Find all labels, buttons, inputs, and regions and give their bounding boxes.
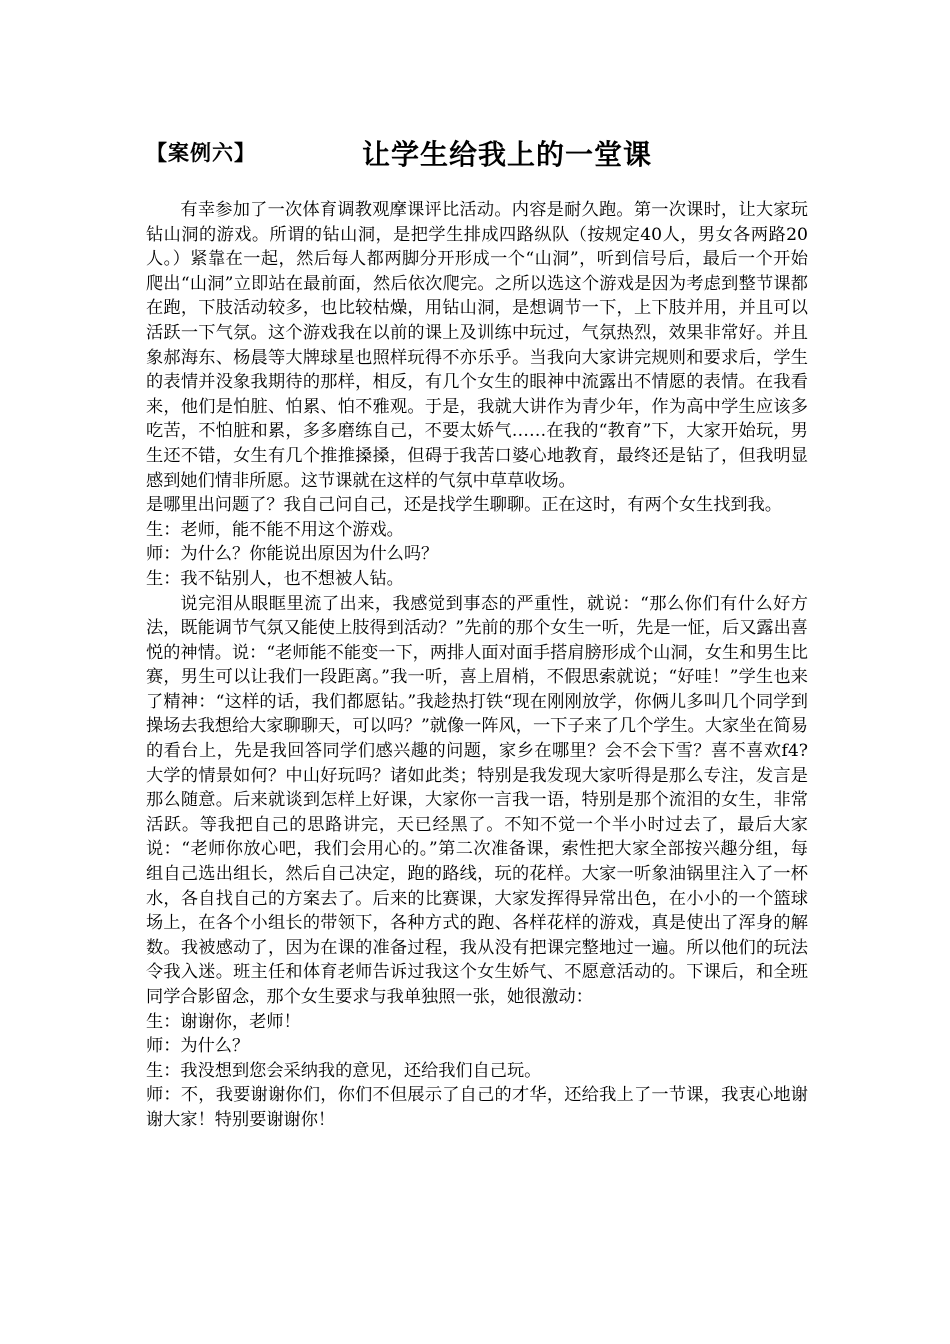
article-body [146,198,808,1133]
heading [146,133,806,173]
dialogue-line: 生：我没想到您会采纳我的意见，还给我们自己玩。 [146,1060,542,1081]
dialogue-line: 师：不，我要谢谢你们，你们不但展示了自己的才华，还给我上了一节课，我衷心地谢谢大家！特别要谢谢你！ [146,1085,808,1130]
dialogue-line: 师：为什么？ [146,1036,250,1057]
dialogue-line: 生：我不钻别人，也不想被人钻。 [146,568,404,589]
paragraph-story: 说完泪从眼眶里流了出来，我感觉到事态的严重性，就说：“那么你们有什么好方法，既能调节气氛又能使上肢得到活动？”先前的那个女生一听，先是一怔，后又露出喜悦的神情。说：“老师能不能变一下，两排人面对面手搭肩膀形成个山洞，女生和男生比赛，男生可以让我们一段距离。”我一听，喜上眉梢，不假思索就说；“好哇！”学生也来了精神：“这样的话，我们都愿钻。”我趁热打铁“现在刚刚放学，你俩儿多叫几个同学到操场去我想给大家聊聊天，可以吗？”就像一阵风，一下子来了几个学生。大家坐在简易的看台上，先是我回答同学们感兴趣的问题，家乡在哪里？会不会下雪？喜不喜欢f4?大学的情景如何？中山好玩吗？诸如此类；特别是我发现大家听得是那么专注，发言是那么随意。后来就谈到怎样上好课，大家你一言我一语，特别是那个流泪的女生，非常活跃。等我把自己的思路讲完，天已经黑了。不知不觉一个半小时过去了，最后大家说：“老师你放心吧，我们会用心的。”第二次准备课，索性把大家全部按兴趣分组，每组自己选出组长，然后自己决定，跑的路线，玩的花样。大家一听象油锅里注入了一杯水，各自找自己的方案去了。后来的比赛课，大家发挥得异常出色，在小小的一个篮球场上，在各个小组长的带领下，各种方式的跑、各样花样的游戏，真是使出了浑身的解数。我被感动了，因为在课的准备过程，我从没有把课完整地过一遍。所以他们的玩法令我入迷。班主任和体育老师告诉过我这个女生娇气、不愿意活动的。下课后，和全班同学合影留念，那个女生要求与我单独照一张，她很激动： [146,593,808,1007]
case-label: 【案例六】 [146,140,256,165]
paragraph-reflection: 是哪里出问题了？我自己问自己，还是找学生聊聊。正在这时，有两个女生找到我。 [146,495,782,516]
page-title: 让学生给我上的一堂课 [362,138,653,171]
dialogue-line: 生：老师，能不能不用这个游戏。 [146,519,404,540]
dialogue-line: 生：谢谢你，老师！ [146,1011,301,1032]
paragraph-intro: 有幸参加了一次体育调教观摩课评比活动。内容是耐久跑。第一次课时，让大家玩钻山洞的游戏。所谓的钻山洞，是把学生排成四路纵队（按规定40人，男女各两路20人。）紧靠在一起，然后每人都两脚分开形成一个“山洞”，听到信号后，最后一个开始爬出“山洞”立即站在最前面，然后依次爬完。之所以选这个游戏是因为考虑到整节课都在跑，下肢活动较多，也比较枯燥，用钻山洞，是想调节一下，上下肢并用，并且可以活跃一下气氛。这个游戏我在以前的课上及训练中玩过，气氛热烈，效果非常好。并且象郝海东、杨晨等大牌球星也照样玩得不亦乐乎。当我向大家讲完规则和要求后，学生的表情并没象我期待的那样，相反，有几个女生的眼神中流露出不情愿的表情。在我看来，他们是怕脏、怕累、怕不雅观。于是，我就大讲作为青少年，作为高中学生应该多吃苦，不怕脏和累，多多磨练自己，不要太娇气……在我的“教育”下，大家开始玩，男生还不错，女生有几个推推搡搡，但碍于我苦口婆心地教育，最终还是钻了，但我明显感到她们情非所愿。这节课就在这样的气氛中草草收场。 [146,200,808,491]
dialogue-line: 师：为什么？你能说出原因为什么吗？ [146,544,439,565]
